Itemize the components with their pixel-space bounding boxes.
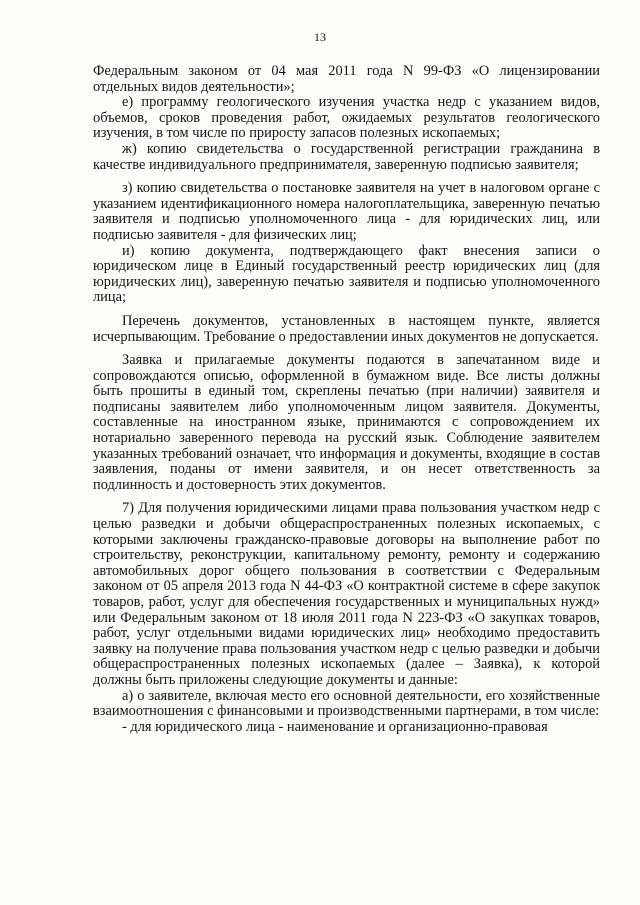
paragraph-item-zh: ж) копию свидетельства о государственной регистрации гражданина в качестве индивидуального предпринимателя, заверенную подписью заявителя; [93,140,600,173]
paragraph-legal-entity: - для юридического лица - наименование и организационно-правовая [122,718,548,735]
paragraph-item-i: и) копию документа, подтверждающего факт внесения записи о юридическом лице в Единый государственный реестр юридических лиц (для юридических лиц), заверенную печатью заявителя и подписью уполномоченного лица; [93,242,600,306]
paragraph-item-7: 7) Для получения юридическими лицами права пользования участком недр с целью разведки и добычи общераспространенных полезных ископаемых, с которыми заключены гражданско-правовые договоры на выполнение работ по строительству, реконструкции, капитальному ремонту, ремонту и содержанию автомобильных дорог общего пользования в соответствии с Федеральным законом от 05 апреля 2013 года N 44-ФЗ «О контрактной системе в сфере закупок товаров, работ, услуг для обеспечения государственных и муниципальных нужд» или Федеральным законом от 18 июля 2011 года N 223-ФЗ «О закупках товаров, работ, услуг отдельными видами юридических лиц» необходимо предоставить заявку на получение права пользования участком недр с целью разведки и добычи общераспространенных полезных ископаемых (далее – Заявка), к которой должны быть приложены следующие документы и данные: [93,500,600,688]
paragraph-exhaustive-list: Перечень документов, установленных в настоящем пункте, является исчерпывающим. Требование о предоставлении иных документов не допускается. [93,312,600,345]
page-number: 13 [314,30,326,44]
paragraph-submission-rules: Заявка и прилагаемые документы подаются в запечатанном виде и сопровождаются описью, оформленной в бумажном виде. Все листы должны быть прошиты в единый том, скреплены печатью (при наличии) заявителя и подписаны заявителем либо уполномоченным лицом заявителя. Документы, составленные на иностранном языке, принимаются с сопровождением их нотариально заверенного перевода на русский язык. Соблюдение заявителем указанных требований означает, что информация и документы, входящие в состав заявления, поданы от имени заявителя, и он несет ответственность за подлинность и достоверность этих документов. [93,352,600,493]
paragraph-item-a: а) о заявителе, включая место его основной деятельности, его хозяйственные взаимоотношения с финансовыми и производственными партнерами, в том числе: [93,687,600,720]
document-body [93,64,600,735]
paragraph-law-reference: Федеральным законом от 04 мая 2011 года N 99-ФЗ «О лицензировании отдельных видов деятельности»; [93,63,600,95]
paragraph-item-z: з) копию свидетельства о постановке заявителя на учет в налоговом органе с указанием идентификационного номера налогоплательщика, заверенную печатью заявителя и подписью уполномоченного лица - для юридических лиц, или подписью заявителя - для физических лиц; [93,180,600,243]
paragraph-item-e: е) программу геологического изучения участка недр с указанием видов, объемов, сроков проведения работ, ожидаемых результатов геологического изучения, в том числе по приросту запасов полезных ископаемых; [93,94,600,142]
